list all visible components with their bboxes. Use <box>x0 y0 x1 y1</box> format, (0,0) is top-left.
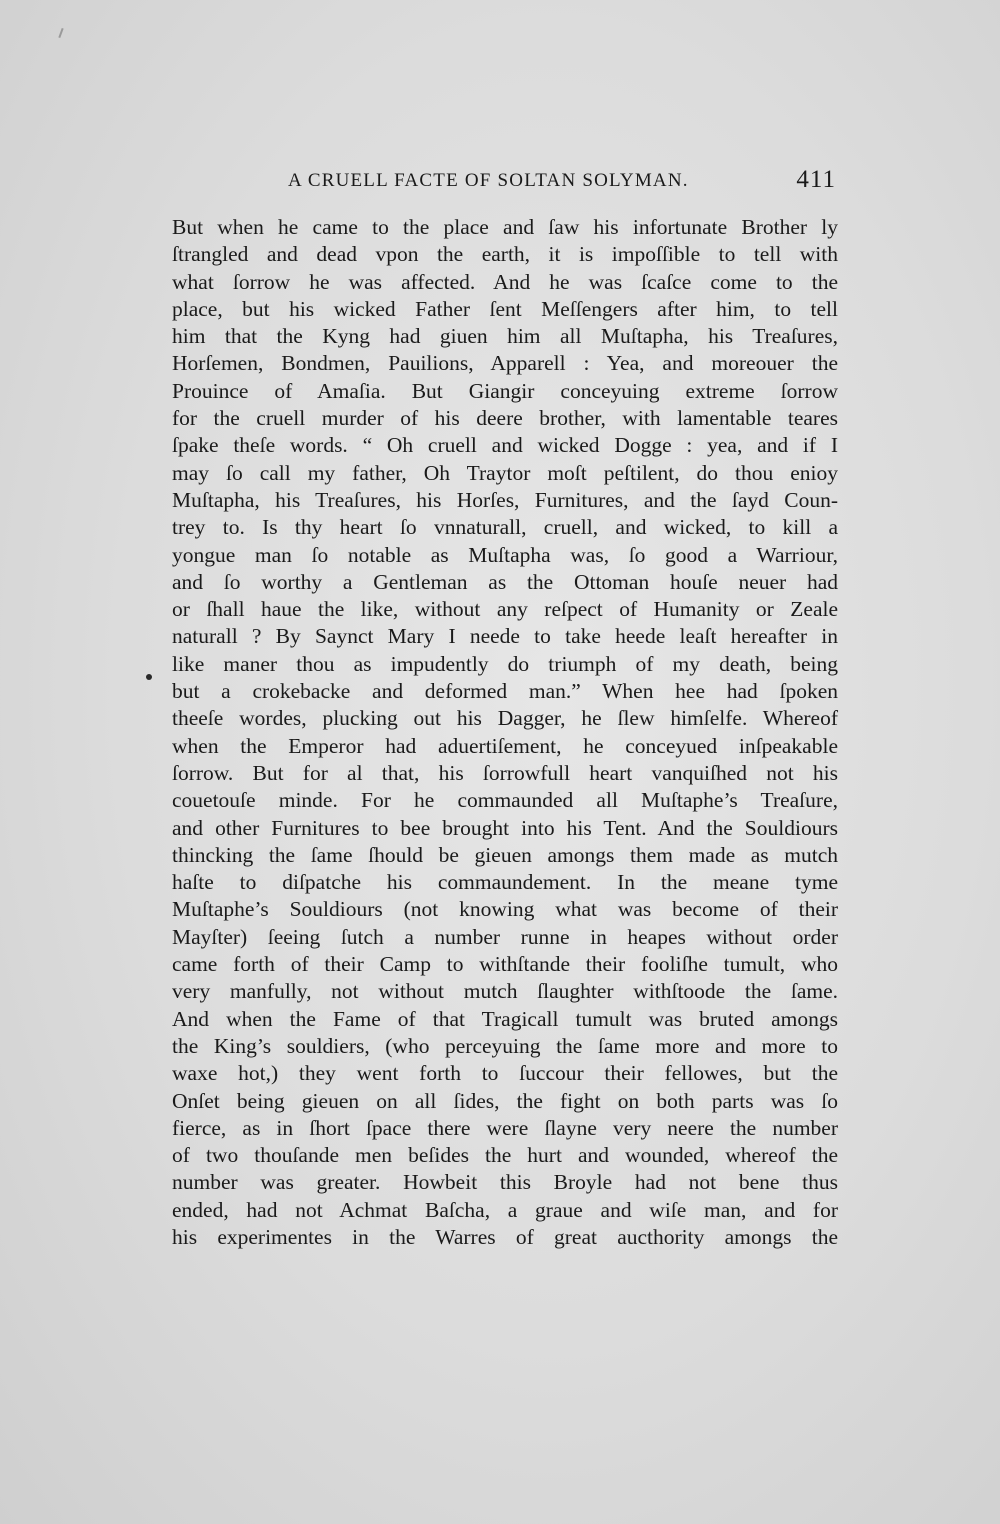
text-line: for the cruell murder of his deere brother, with lamentable teares <box>172 406 838 431</box>
text-line: naturall ? By Saynct Mary I neede to take heede leaſt hereafter in <box>172 624 838 649</box>
text-line: couetouſe minde. For he commaunded all Muſtaphe’s Treaſure, <box>172 788 838 813</box>
text-line: or ſhall haue the like, without any reſpect of Humanity or Zeale <box>172 597 838 622</box>
text-line: Muſtaphe’s Souldiours (not knowing what was become of their <box>172 897 838 922</box>
text-line: him that the Kyng had giuen him all Muſtapha, his Treaſures, <box>172 324 838 349</box>
text-line: but a crokebacke and deformed man.” When hee had ſpoken <box>172 679 838 704</box>
text-line: haſte to diſpatche his commaundement. In the meane tyme <box>172 870 838 895</box>
margin-mark <box>146 674 152 680</box>
text-line: very manfully, not without mutch ſlaughter withſtoode the ſame. <box>172 979 838 1004</box>
text-line: theeſe wordes, plucking out his Dagger, he ſlew himſelfe. Whereof <box>172 706 838 731</box>
text-line: his experimentes in the Warres of great aucthority amongs the <box>172 1224 838 1249</box>
text-line: waxe hot,) they went forth to ſuccour their fellowes, but the <box>172 1061 838 1086</box>
text-line: and other Furnitures to bee brought into his Tent. And the Souldiours <box>172 815 838 840</box>
text-line: Muſtapha, his Treaſures, his Horſes, Furnitures, and the ſayd Coun- <box>172 487 838 512</box>
text-line: Horſemen, Bondmen, Pauilions, Apparell : Yea, and moreouer the <box>172 351 838 376</box>
text-line: of two thouſande men beſides the hurt and wounded, whereof the <box>172 1143 838 1168</box>
text-line: ſtrangled and dead vpon the earth, it is impoſſible to tell with <box>172 242 838 267</box>
text-line: And when the Fame of that Tragicall tumult was bruted amongs <box>172 1006 838 1031</box>
text-line: fierce, as in ſhort ſpace there were ſlayne very neere the number <box>172 1115 838 1140</box>
text-line: and ſo worthy a Gentleman as the Ottoman houſe neuer had <box>172 569 838 594</box>
text-line: came forth of their Camp to withſtande their fooliſhe tumult, who <box>172 952 838 977</box>
text-line: trey to. Is thy heart ſo vnnaturall, cruell, and wicked, to kill a <box>172 515 838 540</box>
text-line: ſorrow. But for al that, his ſorrowfull heart vanquiſhed not his <box>172 760 838 785</box>
paper-blemish <box>58 28 63 38</box>
text-line: may ſo call my father, Oh Traytor moſt peſtilent, do thou enioy <box>172 460 838 485</box>
text-line: yongue man ſo notable as Muſtapha was, ſo good a Warriour, <box>172 542 838 567</box>
running-title: A CRUELL FACTE OF SOLTAN SOLYMAN. <box>288 170 689 191</box>
text-line: thincking the ſame ſhould be gieuen amongs them made as mutch <box>172 842 838 867</box>
text-line: ſpake theſe words. “ Oh cruell and wicked Dogge : yea, and if I <box>172 433 838 458</box>
text-line: Onſet being gieuen on all ſides, the fight on both parts was ſo <box>172 1088 838 1113</box>
text-line: Mayſter) ſeeing ſutch a number runne in heapes without order <box>172 924 838 949</box>
text-line: when the Emperor had aduertiſement, he conceyued inſpeakable <box>172 733 838 758</box>
text-line: Prouince of Amaſia. But Giangir conceyuing extreme ſorrow <box>172 378 838 403</box>
running-head <box>288 166 836 196</box>
text-line: the King’s souldiers, (who perceyuing the ſame more and more to <box>172 1033 838 1058</box>
text-line: place, but his wicked Father ſent Meſſengers after him, to tell <box>172 296 838 321</box>
text-line: like maner thou as impudently do triumph of my death, being <box>172 651 838 676</box>
text-line: number was greater. Howbeit this Broyle had not bene thus <box>172 1170 838 1195</box>
text-line: ended, had not Achmat Baſcha, a graue and wiſe man, and for <box>172 1197 838 1222</box>
text-line: what ſorrow he was affected. And he was ſcaſce come to the <box>172 269 838 294</box>
page-number: 411 <box>796 166 836 193</box>
text-line: But when he came to the place and ſaw his infortunate Brother ly <box>172 215 838 239</box>
body-text <box>172 214 838 1251</box>
